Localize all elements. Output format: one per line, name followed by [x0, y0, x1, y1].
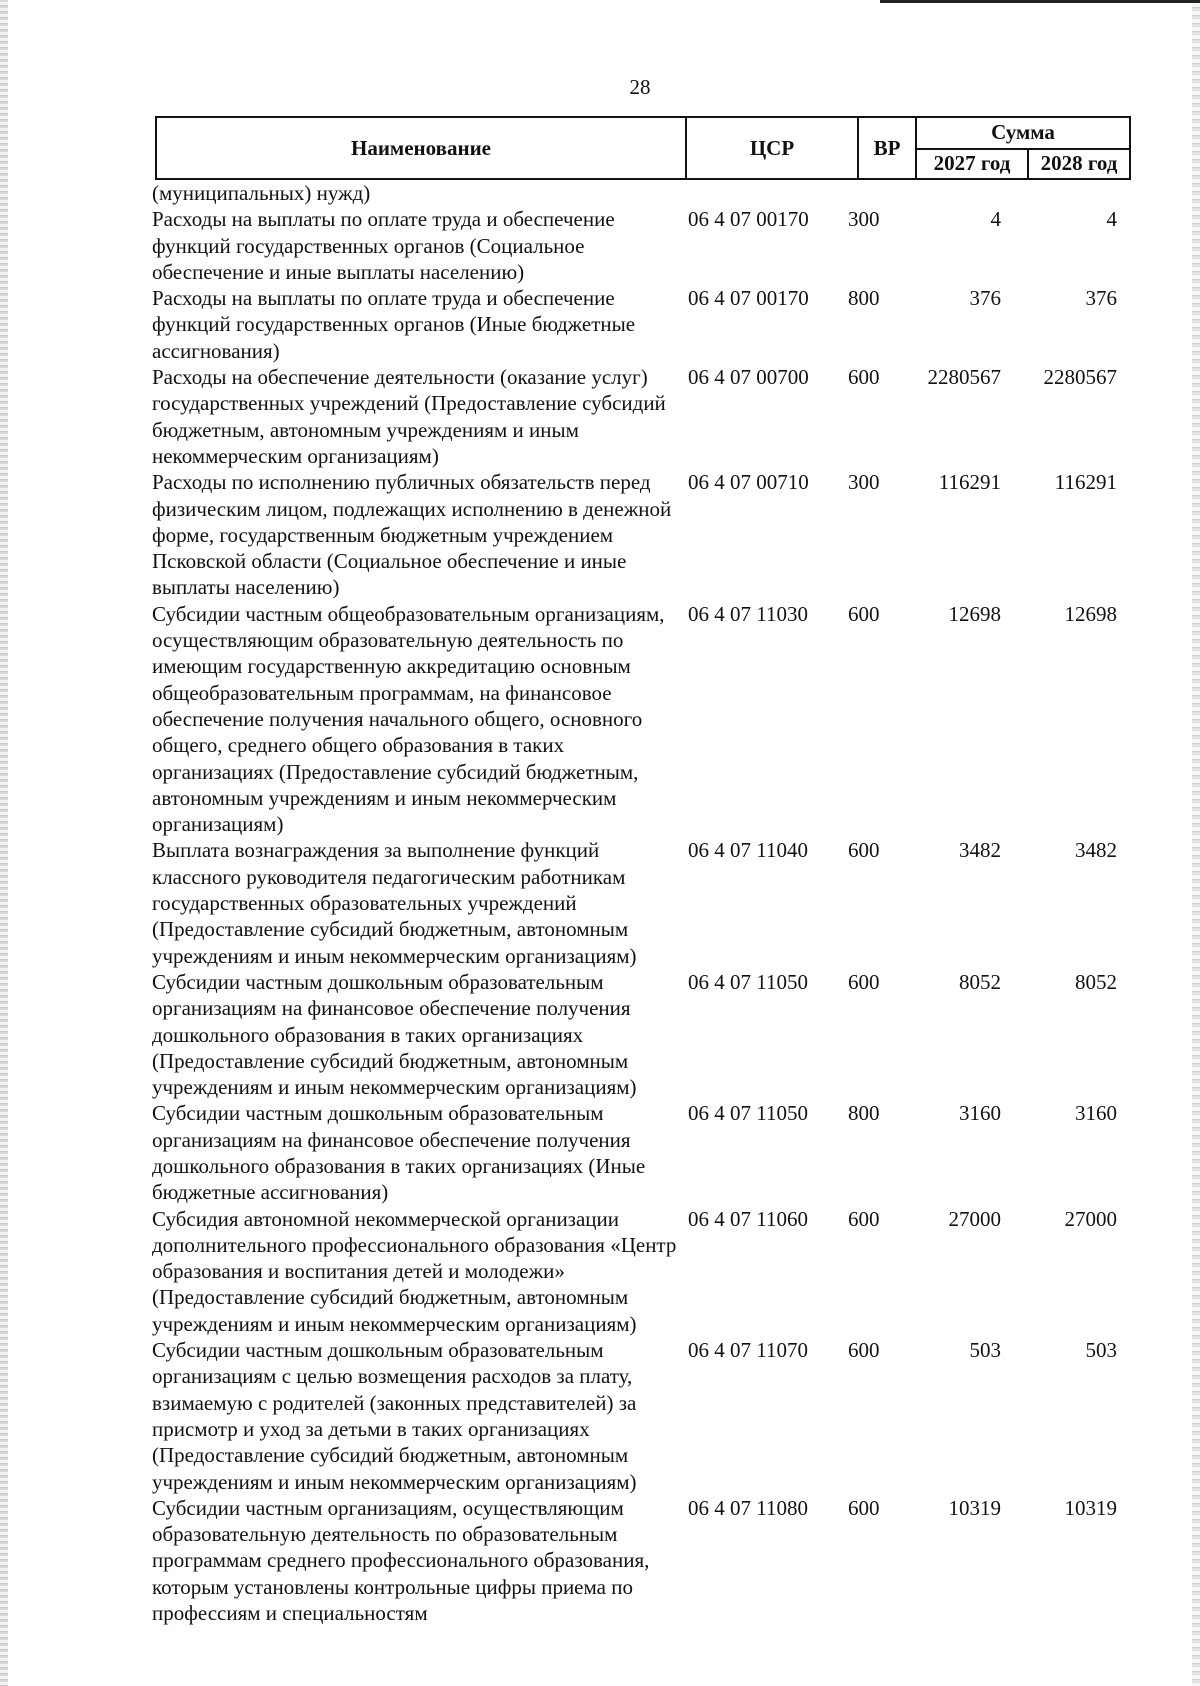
header-sum: Сумма — [916, 117, 1130, 149]
table-row — [0, 969, 1200, 1100]
table-row-continuation — [0, 180, 1200, 206]
table-row — [0, 1206, 1200, 1337]
row-amount-2027: 2280567 — [927, 365, 1001, 390]
row-name: Расходы на обеспечение деятельности (оказание услуг) государственных учреждений (Предоставление субсидий бюджетным, автономным учреждениям и иным некоммерческим организациям) — [152, 365, 666, 468]
row-vr: 800 — [848, 286, 880, 311]
table-row — [0, 469, 1200, 600]
page-number: 28 — [629, 75, 651, 99]
header-year-2028: 2028 год — [1028, 149, 1130, 179]
row-amount-2028: 12698 — [1064, 601, 1117, 626]
row-csr: 06 4 07 11040 — [688, 838, 808, 863]
row-name: Расходы по исполнению публичных обязательств перед физическим лицом, подлежащих исполнению в денежной форме, государственным бюджетным учреждением Псковской области (Социальное обеспечение и иные выплаты населению) — [152, 470, 672, 600]
header-year-2027: 2027 год — [916, 149, 1028, 179]
scan-top-line — [880, 0, 1200, 3]
row-csr: 06 4 07 00170 — [688, 286, 809, 311]
row-csr: 06 4 07 11050 — [688, 969, 808, 994]
row-vr: 600 — [848, 1206, 880, 1231]
row-csr: 06 4 07 11080 — [688, 1495, 808, 1520]
row-amount-2027: 12698 — [948, 601, 1001, 626]
row-csr: 06 4 07 00170 — [688, 207, 809, 232]
row-name: Субсидия автономной некоммерческой организации дополнительного профессионального образования «Центр образования и воспитания детей и молодежи» (Предоставление субсидий бюджетным, автономным учреждениям и иным некоммерческим организациям) — [152, 1206, 677, 1336]
row-amount-2027: 503 — [969, 1338, 1001, 1363]
row-amount-2028: 3160 — [1075, 1101, 1117, 1126]
row-amount-2027: 10319 — [948, 1495, 1001, 1520]
row-amount-2027: 3482 — [959, 838, 1001, 863]
table-header — [155, 116, 1131, 180]
table-body — [0, 180, 1200, 1626]
row-amount-2028: 27000 — [1064, 1206, 1117, 1231]
row-vr: 600 — [848, 601, 880, 626]
header-name: Наименование — [156, 117, 686, 179]
row-name: Субсидии частным общеобразовательным организациям, осуществляющим образовательную деятельность по имеющим государственную аккредитацию основным общеобразовательным программам, на финансовое обеспечение получения начального общего, основного общего, среднего общего образования в таких организациях (Предоставление субсидий бюджетным, автономным учреждениям и иным некоммерческим организациям) — [152, 601, 665, 837]
row-amount-2028: 376 — [1085, 286, 1117, 311]
row-amount-2028: 116291 — [1054, 470, 1117, 495]
row-csr: 06 4 07 00700 — [688, 365, 809, 390]
row-vr: 600 — [848, 838, 880, 863]
row-amount-2027: 27000 — [948, 1206, 1001, 1231]
row-amount-2028: 8052 — [1075, 969, 1117, 994]
row-amount-2028: 4 — [1106, 207, 1117, 232]
row-vr: 600 — [848, 1338, 880, 1363]
row-vr: 600 — [848, 1495, 880, 1520]
row-amount-2027: 8052 — [959, 969, 1001, 994]
row-csr: 06 4 07 11070 — [688, 1338, 808, 1363]
row-name: Субсидии частным дошкольным образовательным организациям с целью возмещения расходов за плату, взимаемую с родителей (законных представителей) за присмотр и уход за детьми в таких организациях (Предоставление субсидий бюджетным, автономным учреждениям и иным некоммерческим организациям) — [152, 1338, 637, 1494]
table-row — [0, 601, 1200, 838]
row-vr: 300 — [848, 207, 880, 232]
row-name: (муниципальных) нужд) — [152, 181, 371, 205]
row-csr: 06 4 07 11030 — [688, 601, 808, 626]
row-vr: 600 — [848, 365, 880, 390]
row-name: Расходы на выплаты по оплате труда и обеспечение функций государственных органов (Иные бюджетные ассигнования) — [152, 286, 636, 363]
header-csr: ЦСР — [686, 117, 858, 179]
table-row — [0, 206, 1200, 285]
row-name: Субсидии частным организациям, осуществляющим образовательную деятельность по образовательным программам среднего профессионального образования, которым установлены контрольные цифры приема по профессиям и специальностям — [152, 1495, 650, 1626]
row-name: Расходы на выплаты по оплате труда и обеспечение функций государственных органов (Социальное обеспечение и иные выплаты населению) — [152, 207, 615, 284]
row-amount-2027: 116291 — [938, 470, 1001, 495]
table-row — [0, 1337, 1200, 1495]
table-row — [0, 837, 1200, 968]
row-name: Субсидии частным дошкольным образовательным организациям на финансовое обеспечение получения дошкольного образования в таких организациях (Предоставление субсидий бюджетным, автономным учреждениям и иным некоммерческим организациям) — [152, 969, 637, 1100]
row-amount-2027: 3160 — [959, 1101, 1001, 1126]
row-amount-2028: 2280567 — [1043, 365, 1117, 390]
table-row — [0, 364, 1200, 469]
header-vr: ВР — [858, 117, 916, 179]
row-amount-2028: 10319 — [1064, 1495, 1117, 1520]
row-csr: 06 4 07 00710 — [688, 470, 809, 495]
row-vr: 600 — [848, 969, 880, 994]
row-amount-2028: 3482 — [1075, 838, 1117, 863]
row-csr: 06 4 07 11050 — [688, 1101, 808, 1126]
row-csr: 06 4 07 11060 — [688, 1206, 808, 1231]
row-vr: 800 — [848, 1101, 880, 1126]
table-row — [0, 1495, 1200, 1626]
row-amount-2028: 503 — [1085, 1338, 1117, 1363]
row-name: Выплата вознаграждения за выполнение функций классного руководителя педагогическим работникам государственных образовательных учреждений (Предоставление субсидий бюджетным, автономным учреждениям и иным некоммерческим организациям) — [152, 838, 637, 968]
row-vr: 300 — [848, 470, 880, 495]
row-amount-2027: 376 — [969, 286, 1001, 311]
row-name: Субсидии частным дошкольным образовательным организациям на финансовое обеспечение получения дошкольного образования в таких организациях (Иные бюджетные ассигнования) — [152, 1101, 646, 1205]
table-row — [0, 1100, 1200, 1205]
table-row — [0, 285, 1200, 364]
row-amount-2027: 4 — [990, 207, 1001, 232]
